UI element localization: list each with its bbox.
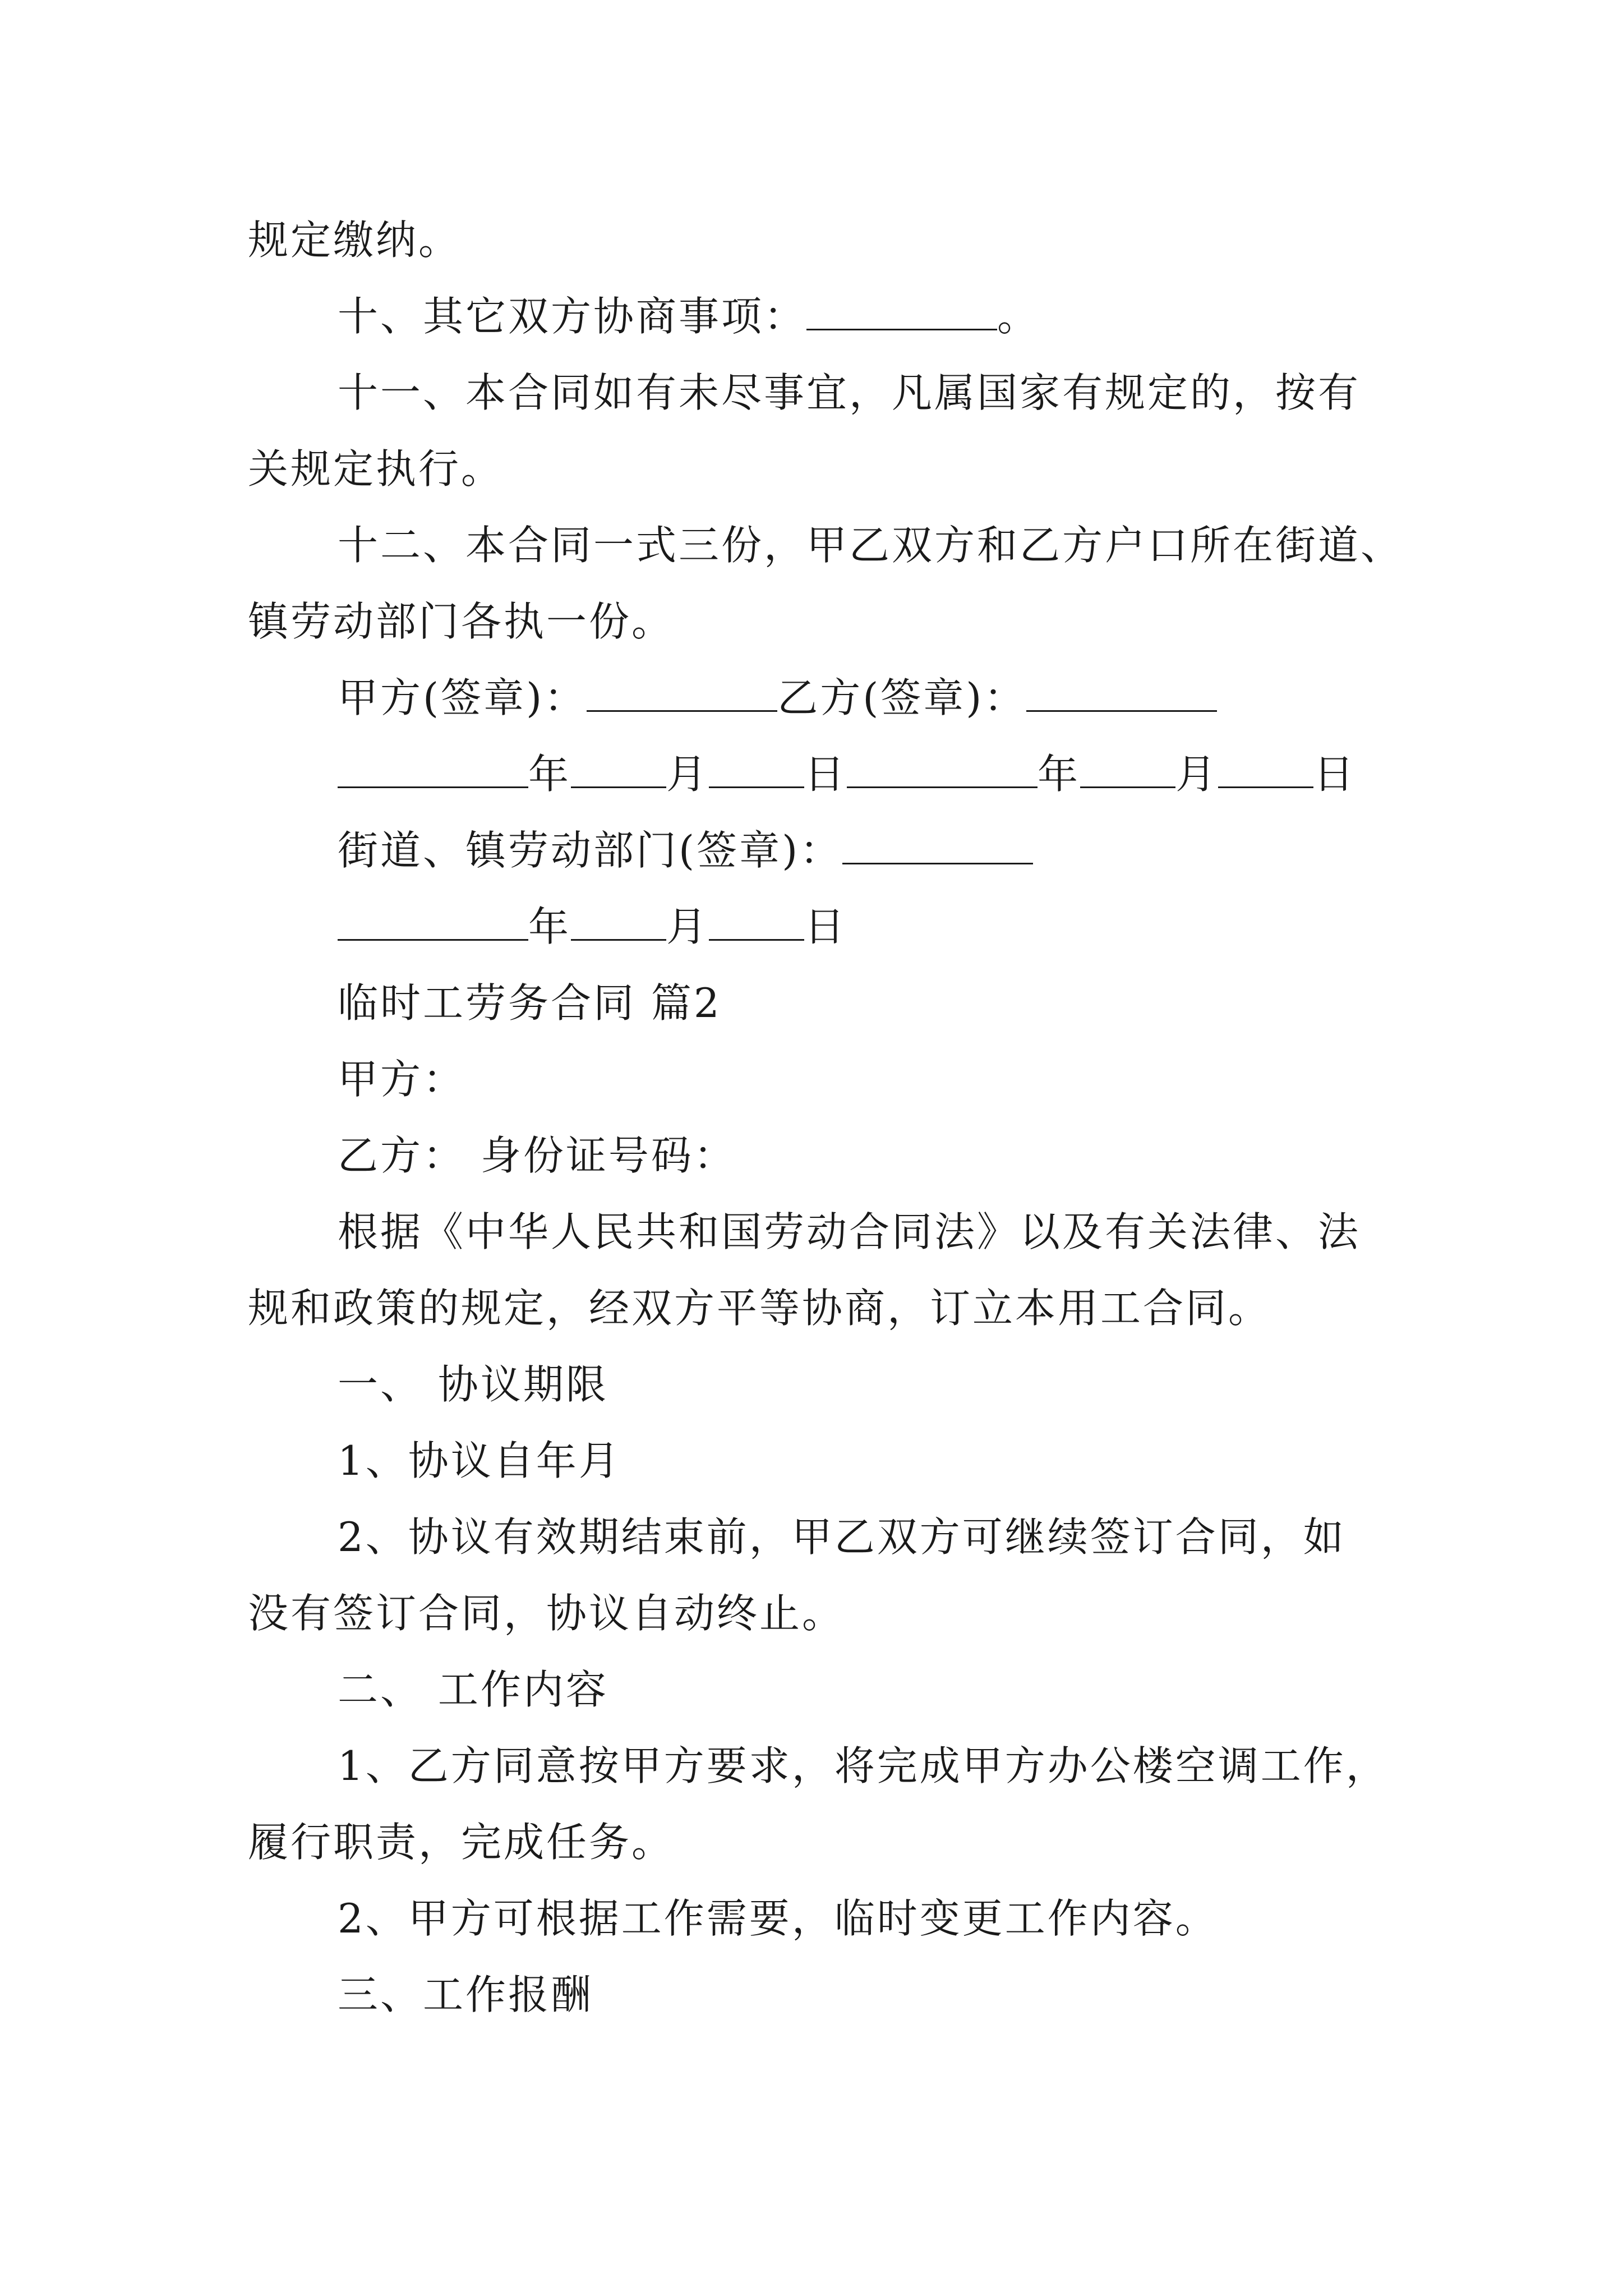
heading-work-content: 二、 工作内容 <box>338 1666 608 1713</box>
document-body <box>248 202 1404 2033</box>
blank-field <box>571 905 666 941</box>
blank-field <box>709 753 804 788</box>
blank-field <box>1026 677 1217 712</box>
text-line: 2、协议有效期结束前，甲乙双方可继续签订合同，如 <box>338 1513 1346 1561</box>
clause-twelve: 十二、本合同一式三份，甲乙双方和乙方户口所在街道、 <box>338 522 1404 569</box>
text-line: 1、乙方同意按甲方要求，将完成甲方办公楼空调工作， <box>338 1742 1389 1789</box>
heading-agreement-term: 一、 协议期限 <box>338 1361 608 1408</box>
text-line: 没有签订合同，协议自动终止。 <box>248 1590 845 1637</box>
blank-field <box>847 753 1038 788</box>
section-title: 临时工劳务合同 篇2 <box>338 979 722 1027</box>
text-line: 规定缴纳。 <box>248 217 462 264</box>
clause-ten: 十、其它双方协商事项： 。 <box>338 293 1040 340</box>
text-line: 2、甲方可根据工作需要，临时变更工作内容。 <box>338 1895 1218 1942</box>
blank-field <box>806 295 997 330</box>
blank-field <box>338 905 528 941</box>
text-line: 规和政策的规定，经双方平等协商，订立本用工合同。 <box>248 1285 1271 1332</box>
clause-eleven: 十一、本合同如有未尽事宜，凡属国家有规定的，按有 <box>338 369 1361 416</box>
text-line: 履行职责，完成任务。 <box>248 1819 675 1866</box>
heading-work-pay: 三、工作报酬 <box>338 1971 594 2018</box>
text-line: 关规定执行。 <box>248 445 504 493</box>
signature-line: 甲方(签章)： 乙方(签章)： <box>248 660 1386 736</box>
party-a: 甲方： <box>338 1056 466 1103</box>
labor-dept-signature-line: 街道、镇劳动部门(签章)： <box>248 812 1386 889</box>
blank-field <box>338 753 528 788</box>
blank-field <box>1218 753 1313 788</box>
text-line: 镇劳动部门各执一份。 <box>248 598 675 645</box>
blank-field <box>571 753 666 788</box>
text-line: 1、协议自年月 <box>338 1437 621 1484</box>
text-line: 根据《中华人民共和国劳动合同法》以及有关法律、法 <box>338 1208 1361 1255</box>
blank-field <box>842 829 1033 864</box>
date-line: 年 月 日 <box>248 889 1386 965</box>
blank-field <box>1080 753 1175 788</box>
blank-field <box>709 905 804 941</box>
blank-field <box>587 677 777 712</box>
date-line: 年 月 日 年 月 日 <box>248 736 1386 812</box>
party-b: 乙方： 身份证号码： <box>338 1132 736 1179</box>
